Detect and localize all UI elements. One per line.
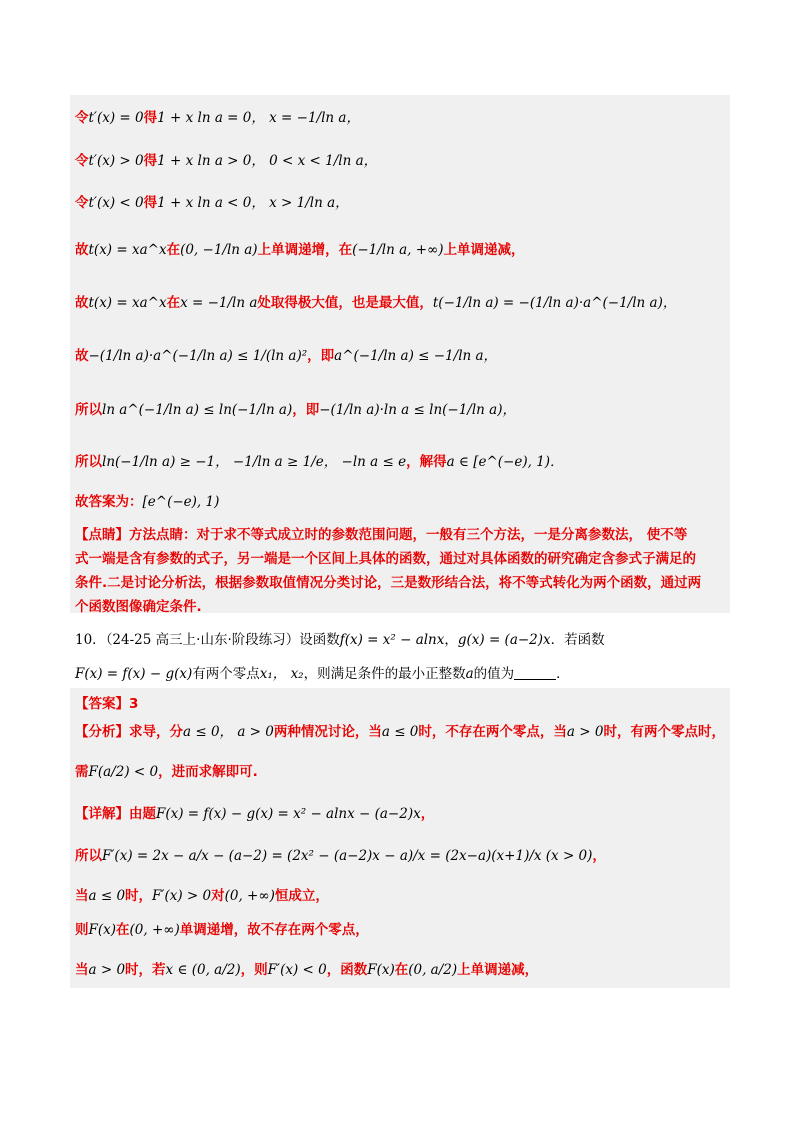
line-text: 则	[75, 922, 89, 938]
math-expr: ln(−1/ln a) ≥ −1， −1/ln a ≥ 1/e， −ln a ≤ e	[102, 454, 407, 470]
math-expr: F(x)	[367, 962, 395, 978]
math-expr: a ≤ 0	[381, 724, 419, 740]
line-text: 在	[166, 242, 181, 258]
line-text: ，解得	[406, 454, 447, 470]
math-expr: F′(x) = 2x − a/x − (a−2) = (2x² − (a−2)x − a)/x = (2x−a)(x+1)/x (x > 0)	[102, 848, 593, 864]
math-expr: t(−1/ln a) = −(1/ln a)·a^(−1/ln a)，	[432, 295, 677, 311]
math-expr: (0, −1/ln a)	[180, 242, 258, 258]
math-expr: 1 + x ln a = 0， x = −1/ln a，	[157, 110, 360, 126]
solution-line-3	[75, 193, 349, 213]
problem-text: 设函数	[299, 632, 340, 648]
tip-text: 方法点睛：对于求不等式成立时的参数范围问题，一般有三个方法，一是分离参数法， 使不等	[129, 527, 688, 543]
problem-line-2	[75, 664, 570, 684]
math-expr: x ∈ (0, a/2)	[165, 962, 241, 978]
math-expr: a ≤ 0	[88, 888, 126, 904]
detail-line-3	[75, 886, 329, 906]
line-text: 所以	[75, 848, 102, 864]
answer-blank	[514, 665, 556, 680]
math-expr: g(x) = (a−2)x	[457, 632, 551, 648]
line-text: 故	[75, 242, 89, 258]
math-expr: 1 + x ln a > 0， 0 < x < 1/ln a，	[157, 153, 378, 169]
math-expr: t(x) = xa^x	[88, 295, 167, 311]
problem-text: ．	[556, 666, 570, 682]
line-text: 上单调递增，在	[257, 242, 353, 258]
line-text: 当	[75, 962, 89, 978]
math-expr: F(x) = f(x) − g(x)	[75, 666, 193, 682]
problem-text: 有两个零点	[192, 666, 260, 682]
analysis-line-2	[75, 762, 258, 782]
line-text: 时，若	[125, 962, 166, 978]
problem-text: ，则满足条件的最小正整数	[303, 666, 466, 682]
line-text: 恒成立，	[274, 888, 329, 904]
line-text: ，	[592, 848, 606, 864]
math-expr: (0, +∞)	[129, 922, 180, 938]
line-text: 令	[75, 195, 89, 211]
line-text: 在	[394, 962, 409, 978]
line-text: 令	[75, 110, 89, 126]
detail-line-1	[75, 804, 434, 824]
detail-line-5	[75, 960, 538, 980]
tip-text: 条件.二是讨论分析法，根据参数取值情况分类讨论，三是数形结合法，将不等式转化为两个函数，通过两	[75, 575, 702, 591]
line-text: 故答案为：	[75, 494, 143, 510]
line-text: ，	[420, 806, 435, 822]
math-expr: −(1/ln a)·ln a ≤ ln(−1/ln a)，	[319, 402, 516, 418]
tip-line-3	[75, 573, 701, 593]
line-text: 需	[75, 764, 89, 780]
tip-label: 【点睛】	[75, 527, 129, 543]
math-expr: t′(x) = 0	[88, 110, 144, 126]
solution-line-9	[75, 492, 219, 512]
line-text: 求导，分	[129, 724, 183, 740]
math-expr: [e^(−e), 1)	[142, 494, 220, 510]
math-expr: F(x) = f(x) − g(x) = x² − alnx − (a−2)x	[156, 806, 421, 822]
math-expr: x = −1/ln a	[180, 295, 258, 311]
line-text: 所以	[75, 454, 102, 470]
tip-text: 个函数图像确定条件.	[75, 599, 202, 615]
math-expr: t′(x) < 0	[88, 195, 144, 211]
line-text: 上单调递减，	[443, 242, 525, 258]
line-text: 在	[166, 295, 181, 311]
line-text: 上单调递减，	[457, 962, 539, 978]
math-expr: F(a/2) < 0	[88, 764, 159, 780]
line-text: ，则	[240, 962, 268, 978]
line-text: 两种情况讨论，当	[273, 724, 382, 740]
math-expr: a	[465, 666, 474, 682]
math-expr: (0, a/2)	[408, 962, 458, 978]
tip-line-2	[75, 549, 696, 569]
line-text: 时，有两个零点时，	[603, 724, 725, 740]
problem-text: 的值为	[473, 666, 515, 682]
detail-line-2	[75, 846, 606, 866]
math-expr: f(x) = x² − alnx	[339, 632, 445, 648]
math-expr: t′(x) > 0	[88, 153, 144, 169]
math-expr: F′(x) > 0	[152, 888, 212, 904]
math-expr: F(x)	[88, 922, 117, 938]
line-text: 故	[75, 295, 89, 311]
math-expr: (0, +∞)	[224, 888, 275, 904]
line-text: 由题	[129, 806, 156, 822]
math-expr: (−1/ln a, +∞)	[352, 242, 444, 258]
solution-line-8	[75, 452, 564, 472]
solution-line-1	[75, 108, 360, 128]
problem-source: （24-25 高三上·山东·阶段练习）	[105, 632, 300, 648]
solution-line-7	[75, 400, 516, 420]
tip-text: 式一端是含有参数的式子，另一端是一个区间上具体的函数，通过对具体函数的研究确定含参式子满足的	[75, 551, 696, 567]
math-expr: 1 + x ln a < 0， x > 1/ln a，	[157, 195, 349, 211]
math-expr: a ∈ [e^(−e), 1)．	[446, 454, 564, 470]
math-expr: −(1/ln a)·a^(−1/ln a) ≤ 1/(ln a)²	[88, 348, 308, 364]
math-expr: a^(−1/ln a) ≤ −1/ln a，	[334, 348, 498, 364]
line-text: 得	[143, 153, 158, 169]
line-text: 得	[143, 110, 158, 126]
math-expr: a > 0	[566, 724, 604, 740]
detail-line-4	[75, 920, 369, 940]
math-expr: t(x) = xa^x	[88, 242, 167, 258]
line-text: 单调递增，故不存在两个零点，	[179, 922, 369, 938]
line-text: ，进而求解即可.	[158, 764, 258, 780]
line-text: 令	[75, 153, 89, 169]
math-expr: a > 0	[88, 962, 126, 978]
problem-number: 10．	[75, 632, 106, 648]
detail-label: 【详解】	[75, 806, 129, 822]
line-text: 对	[211, 888, 225, 904]
tip-line-4	[75, 597, 202, 617]
math-expr: ln a^(−1/ln a) ≤ ln(−1/ln a)	[102, 402, 293, 418]
tip-line-1	[75, 525, 687, 545]
line-text: 所以	[75, 402, 102, 418]
analysis-line-1	[75, 722, 725, 742]
line-text: 在	[116, 922, 130, 938]
line-text: 得	[143, 195, 158, 211]
line-text: ，函数	[326, 962, 368, 978]
solution-line-5	[75, 293, 676, 313]
math-expr: x₁， x₂	[259, 666, 304, 682]
analysis-label: 【分析】	[75, 724, 129, 740]
answer-label: 【答案】	[75, 696, 129, 712]
solution-line-6	[75, 346, 497, 366]
math-expr: F′(x) < 0	[267, 962, 327, 978]
answer-line	[75, 694, 138, 714]
line-text: 当	[75, 888, 89, 904]
line-text: ，即	[307, 348, 335, 364]
line-text: 时，不存在两个零点，当	[418, 724, 567, 740]
line-text: 时，	[125, 888, 153, 904]
problem-text: ，	[444, 632, 458, 648]
problem-line-1	[75, 630, 605, 650]
problem-text: ．若函数	[550, 632, 605, 648]
solution-line-4	[75, 240, 525, 260]
answer-value: 3	[129, 696, 139, 712]
solution-line-2	[75, 151, 377, 171]
math-expr: a ≤ 0， a > 0	[183, 724, 274, 740]
line-text: 故	[75, 348, 89, 364]
line-text: ，即	[292, 402, 320, 418]
line-text: 处取得极大值，也是最大值，	[257, 295, 433, 311]
